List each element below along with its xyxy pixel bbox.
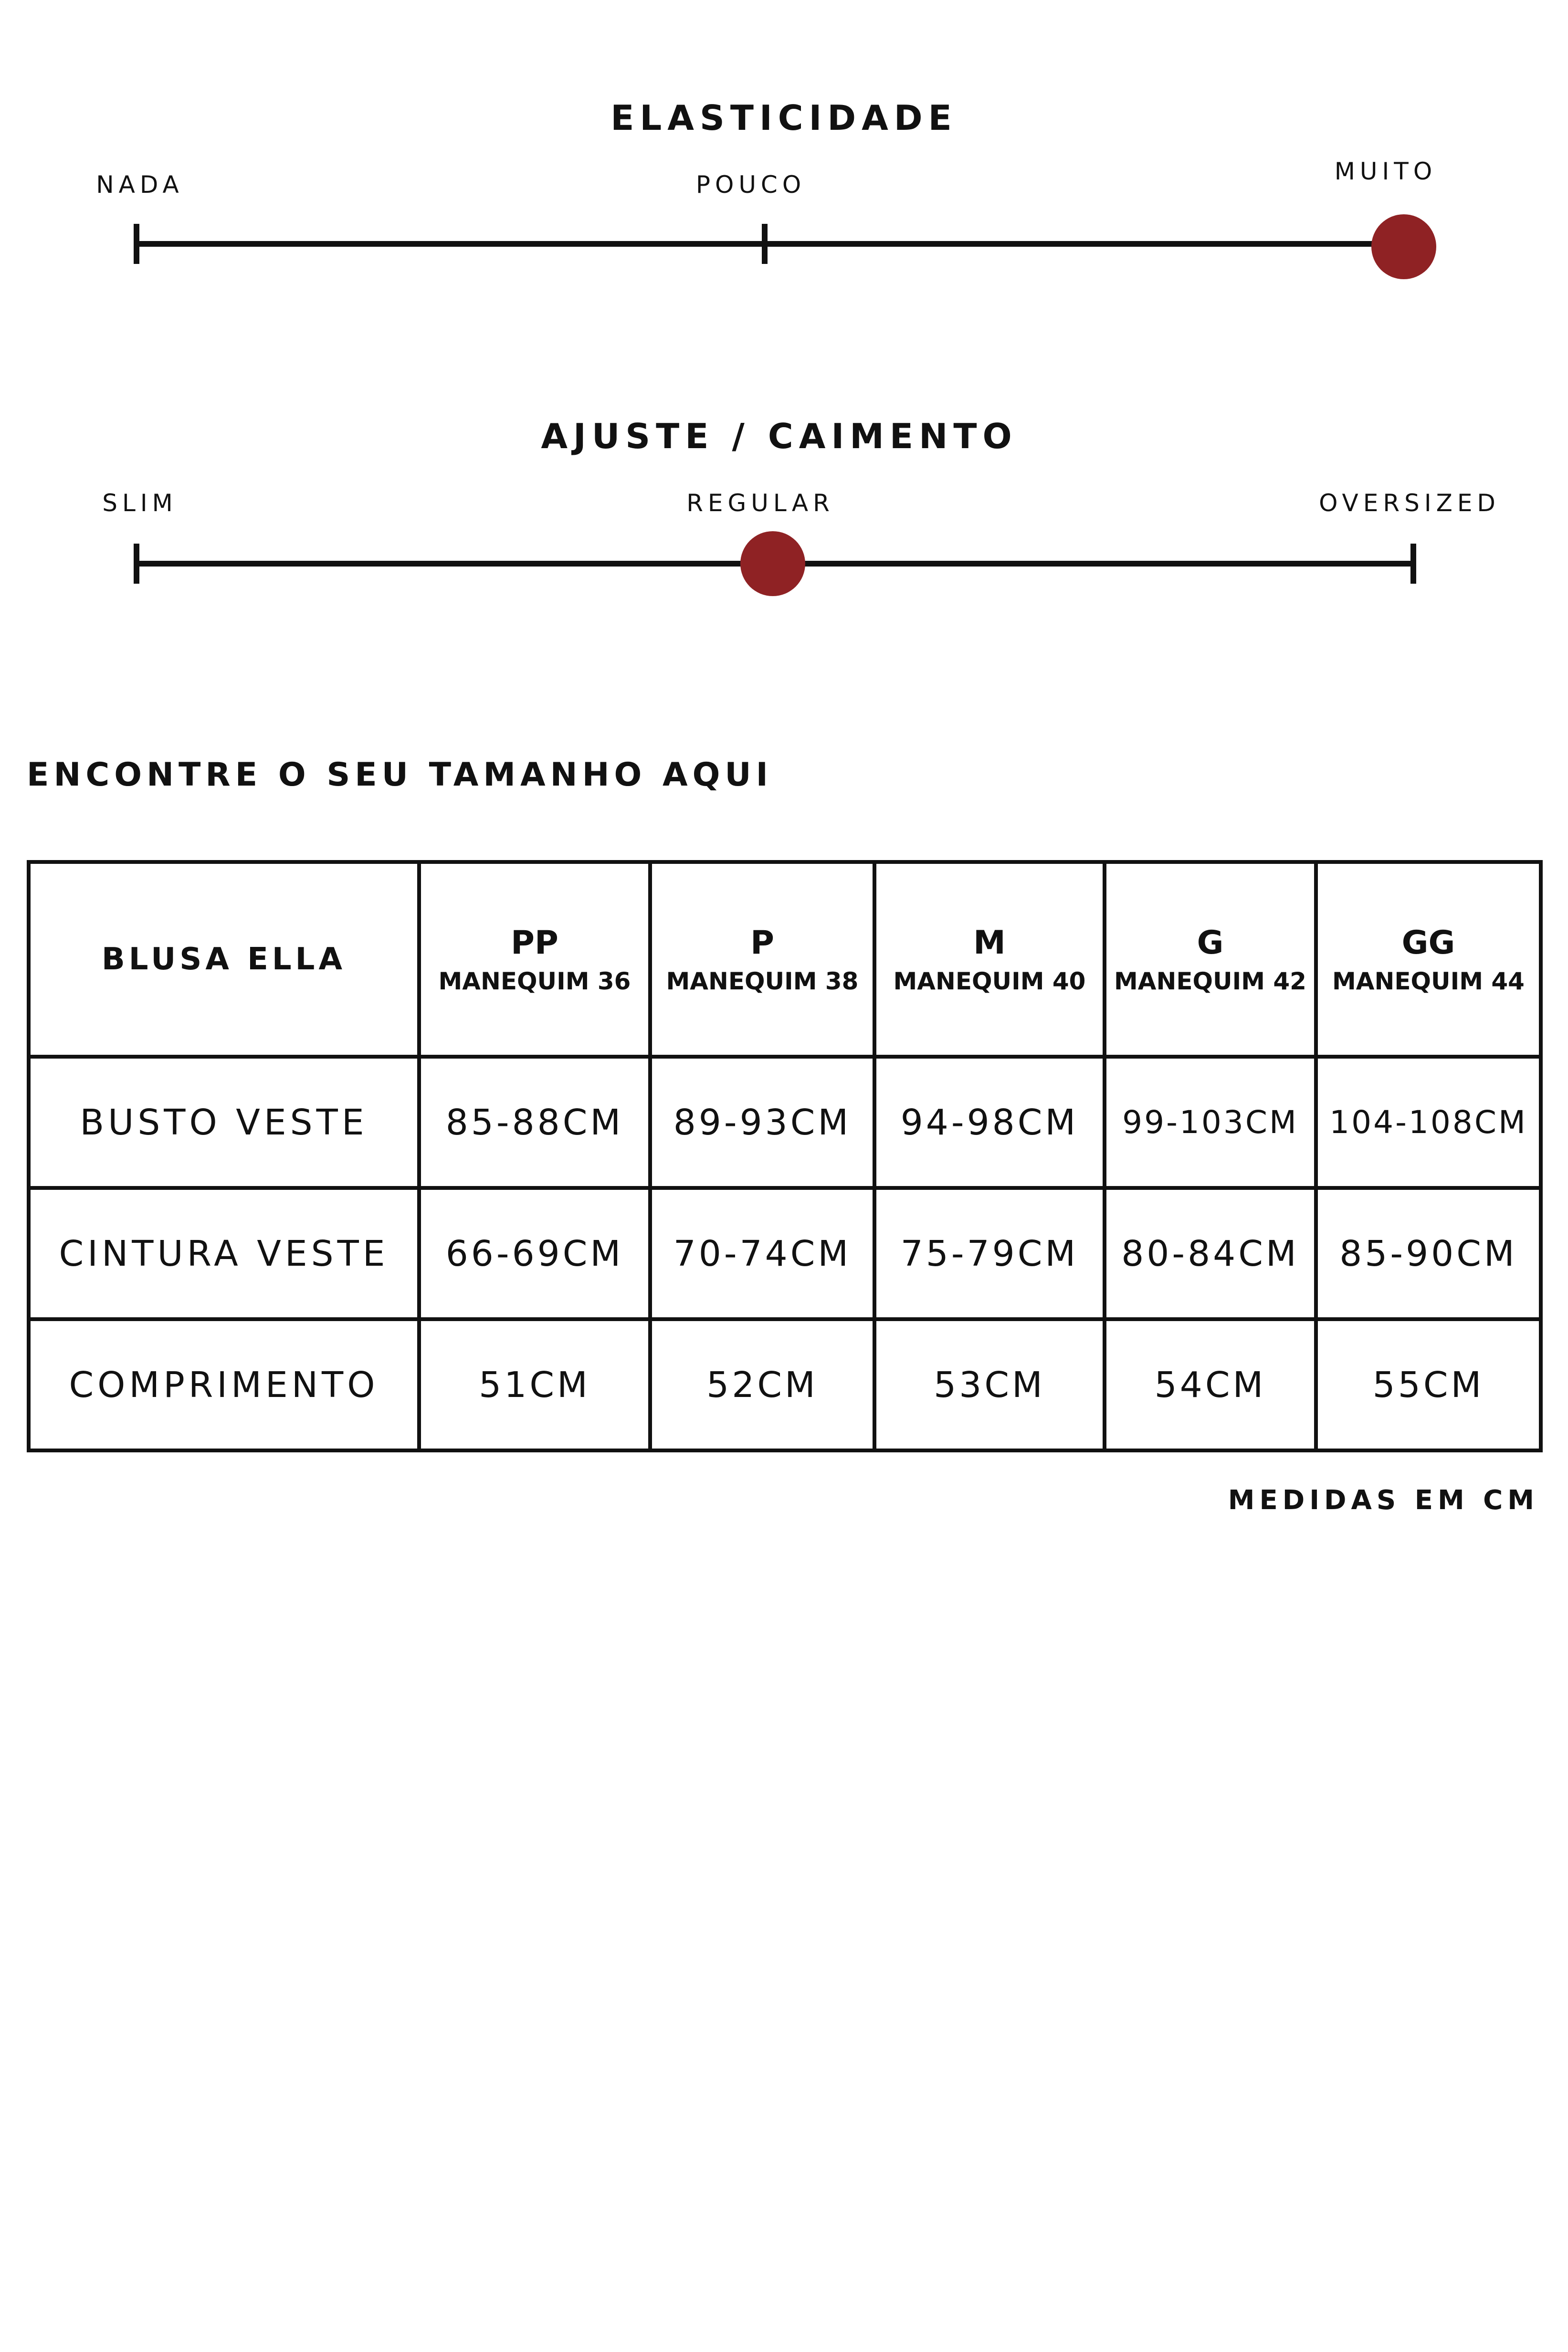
table-cell: 99-103CM xyxy=(1105,1057,1316,1188)
fit-label-slim: SLIM xyxy=(102,489,178,517)
size-code: GG xyxy=(1401,924,1455,962)
elasticity-title: ELASTICIDADE xyxy=(610,98,958,138)
table-cell: 53CM xyxy=(874,1319,1105,1450)
fit-marker xyxy=(740,531,805,596)
fit-tick-oversized xyxy=(1410,544,1416,584)
size-code: G xyxy=(1197,924,1224,962)
table-cell: 52CM xyxy=(650,1319,874,1450)
elasticity-tick-low xyxy=(762,224,768,264)
size-table xyxy=(27,860,1543,1452)
table-cell: 75-79CM xyxy=(874,1188,1105,1319)
size-code: M xyxy=(973,924,1006,962)
table-cell: 94-98CM xyxy=(874,1057,1105,1188)
table-cell: 104-108CM xyxy=(1316,1057,1541,1188)
elasticity-label-high: MUITO xyxy=(1334,158,1437,185)
size-header-g xyxy=(1105,862,1316,1057)
elasticity-scale-line xyxy=(136,241,1415,247)
size-header-gg xyxy=(1316,862,1541,1057)
size-header-m xyxy=(874,862,1105,1057)
table-cell: 55CM xyxy=(1316,1319,1541,1450)
fit-label-regular: REGULAR xyxy=(686,489,834,517)
units-footnote: MEDIDAS EM CM xyxy=(1228,1485,1539,1516)
table-cell: 54CM xyxy=(1105,1319,1316,1450)
fit-label-oversized: OVERSIZED xyxy=(1319,489,1500,517)
row-label: BUSTO VESTE xyxy=(29,1057,419,1188)
table-cell: 89-93CM xyxy=(650,1057,874,1188)
fit-tick-slim xyxy=(134,544,139,584)
row-label: CINTURA VESTE xyxy=(29,1188,419,1319)
size-mannequin: MANEQUIM 40 xyxy=(893,967,1086,995)
size-mannequin: MANEQUIM 44 xyxy=(1332,967,1525,995)
elasticity-label-none: NADA xyxy=(96,171,184,199)
elasticity-label-low: POUCO xyxy=(695,171,806,199)
size-code: P xyxy=(750,924,774,962)
size-code: PP xyxy=(511,924,558,962)
table-cell: 85-88CM xyxy=(419,1057,650,1188)
size-mannequin: MANEQUIM 38 xyxy=(666,967,859,995)
table-cell: 66-69CM xyxy=(419,1188,650,1319)
table-cell: 70-74CM xyxy=(650,1188,874,1319)
table-cell: 80-84CM xyxy=(1105,1188,1316,1319)
table-cell: 51CM xyxy=(419,1319,650,1450)
size-header-p xyxy=(650,862,874,1057)
table-cell: 85-90CM xyxy=(1316,1188,1541,1319)
elasticity-tick-none xyxy=(134,224,139,264)
size-header-row xyxy=(29,862,1541,1057)
size-header-pp xyxy=(419,862,650,1057)
table-row-waist xyxy=(29,1188,1541,1319)
row-label: COMPRIMENTO xyxy=(29,1319,419,1450)
table-row-bust xyxy=(29,1057,1541,1188)
size-guide-title: ENCONTRE O SEU TAMANHO AQUI xyxy=(27,756,773,794)
size-mannequin: MANEQUIM 42 xyxy=(1114,967,1306,995)
elasticity-marker xyxy=(1371,214,1436,279)
table-row-length xyxy=(29,1319,1541,1450)
product-name: BLUSA ELLA xyxy=(29,862,419,1057)
size-mannequin: MANEQUIM 36 xyxy=(438,967,631,995)
fit-title: AJUSTE / CAIMENTO xyxy=(541,416,1018,456)
